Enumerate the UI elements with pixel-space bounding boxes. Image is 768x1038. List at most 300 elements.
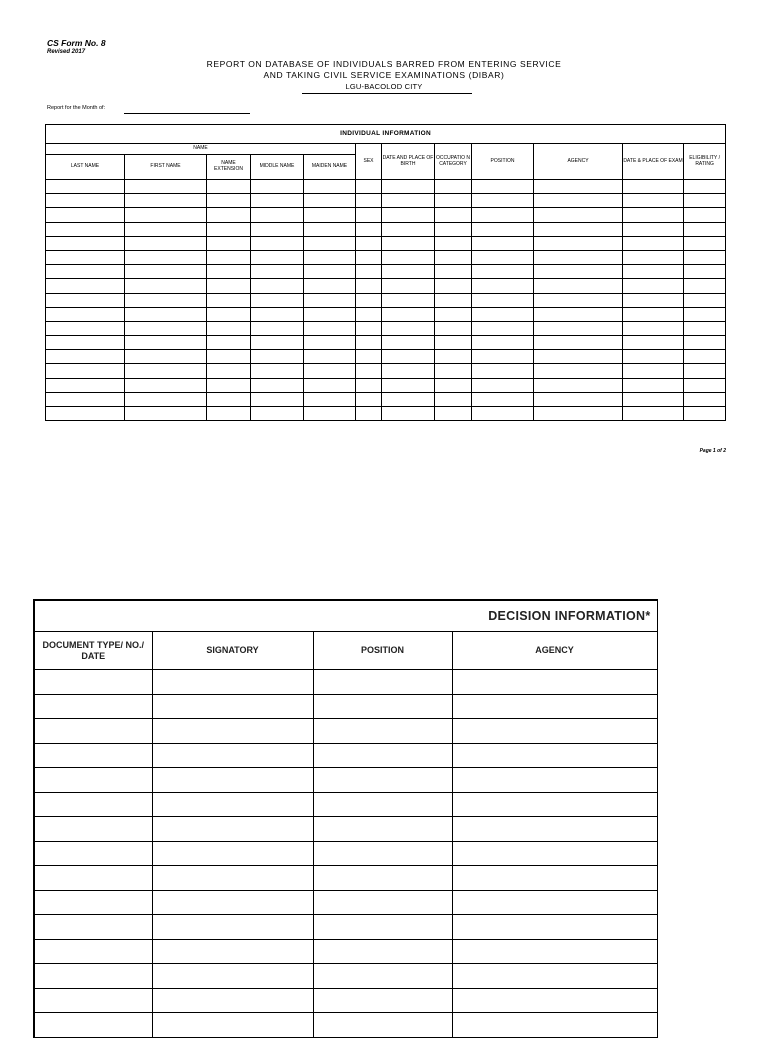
entry-cell[interactable] — [34, 1013, 152, 1038]
entry-cell[interactable] — [452, 939, 657, 964]
entry-cell[interactable] — [46, 392, 125, 406]
entry-cell[interactable] — [534, 364, 623, 378]
entry-cell[interactable] — [125, 350, 207, 364]
entry-cell[interactable] — [46, 222, 125, 236]
entry-cell[interactable] — [207, 180, 251, 194]
entry-cell[interactable] — [435, 250, 472, 264]
entry-cell[interactable] — [34, 915, 152, 940]
entry-cell[interactable] — [304, 336, 356, 350]
entry-cell[interactable] — [472, 307, 534, 321]
entry-cell[interactable] — [534, 307, 623, 321]
entry-cell[interactable] — [251, 236, 304, 250]
entry-cell[interactable] — [382, 307, 435, 321]
entry-cell[interactable] — [152, 719, 313, 744]
individual-information-table — [45, 124, 726, 421]
entry-cell[interactable] — [684, 222, 726, 236]
entry-cell[interactable] — [534, 222, 623, 236]
entry-cell[interactable] — [472, 378, 534, 392]
entry-cell[interactable] — [382, 279, 435, 293]
entry-cell[interactable] — [684, 293, 726, 307]
entry-cell[interactable] — [623, 364, 684, 378]
entry-cell[interactable] — [382, 180, 435, 194]
entry-cell[interactable] — [313, 743, 452, 768]
table-row — [46, 265, 726, 279]
entry-cell[interactable] — [534, 293, 623, 307]
entry-cell[interactable] — [46, 350, 125, 364]
entry-cell[interactable] — [125, 321, 207, 335]
entry-cell[interactable] — [382, 222, 435, 236]
entry-cell[interactable] — [313, 915, 452, 940]
entry-cell[interactable] — [34, 988, 152, 1013]
table-row — [34, 743, 657, 768]
table-row — [46, 250, 726, 264]
entry-cell[interactable] — [534, 392, 623, 406]
col-agency: AGENCY — [534, 144, 623, 180]
col-decision-agency: AGENCY — [452, 632, 657, 670]
entry-cell[interactable] — [435, 336, 472, 350]
col-maiden-name: MAIDEN NAME — [304, 155, 356, 180]
entry-cell[interactable] — [382, 364, 435, 378]
entry-cell[interactable] — [304, 279, 356, 293]
entry-cell[interactable] — [251, 250, 304, 264]
entry-cell[interactable] — [623, 279, 684, 293]
entry-cell[interactable] — [251, 279, 304, 293]
entry-cell[interactable] — [684, 407, 726, 421]
entry-cell[interactable] — [304, 307, 356, 321]
entry-cell[interactable] — [623, 180, 684, 194]
entry-cell[interactable] — [125, 236, 207, 250]
entry-cell[interactable] — [623, 250, 684, 264]
entry-cell[interactable] — [356, 279, 382, 293]
entry-cell[interactable] — [152, 841, 313, 866]
entry-cell[interactable] — [472, 321, 534, 335]
entry-cell[interactable] — [472, 350, 534, 364]
entry-cell[interactable] — [356, 307, 382, 321]
decision-information-table — [33, 599, 658, 1038]
entry-cell[interactable] — [623, 392, 684, 406]
entry-cell[interactable] — [304, 293, 356, 307]
entry-cell[interactable] — [435, 265, 472, 279]
entry-cell[interactable] — [207, 378, 251, 392]
entry-cell[interactable] — [382, 250, 435, 264]
entry-cell[interactable] — [152, 817, 313, 842]
entry-cell[interactable] — [435, 279, 472, 293]
entry-cell[interactable] — [452, 768, 657, 793]
table-row — [34, 841, 657, 866]
entry-cell[interactable] — [472, 392, 534, 406]
entry-cell[interactable] — [472, 236, 534, 250]
entry-cell[interactable] — [46, 279, 125, 293]
entry-cell[interactable] — [534, 265, 623, 279]
entry-cell[interactable] — [684, 236, 726, 250]
entry-cell[interactable] — [46, 265, 125, 279]
entry-cell[interactable] — [125, 307, 207, 321]
individual-information-heading: INDIVIDUAL INFORMATION — [46, 125, 726, 144]
entry-cell[interactable] — [207, 407, 251, 421]
entry-cell[interactable] — [356, 321, 382, 335]
entry-cell[interactable] — [46, 293, 125, 307]
table-row — [46, 336, 726, 350]
table-row — [46, 307, 726, 321]
entry-cell[interactable] — [534, 407, 623, 421]
entry-cell[interactable] — [34, 792, 152, 817]
entry-cell[interactable] — [382, 194, 435, 208]
entry-cell[interactable] — [534, 208, 623, 222]
entry-cell[interactable] — [534, 250, 623, 264]
entry-cell[interactable] — [251, 265, 304, 279]
entry-cell[interactable] — [304, 392, 356, 406]
entry-cell[interactable] — [452, 890, 657, 915]
table-row — [46, 180, 726, 194]
entry-cell[interactable] — [251, 208, 304, 222]
entry-cell[interactable] — [382, 407, 435, 421]
table-row — [46, 350, 726, 364]
entry-cell[interactable] — [382, 321, 435, 335]
entry-cell[interactable] — [304, 265, 356, 279]
entry-cell[interactable] — [684, 194, 726, 208]
col-sex: SEX — [356, 144, 382, 180]
entry-cell[interactable] — [623, 208, 684, 222]
entry-cell[interactable] — [356, 336, 382, 350]
entry-cell[interactable] — [304, 321, 356, 335]
table-row — [46, 378, 726, 392]
col-first-name: FIRST NAME — [125, 155, 207, 180]
revision-note: Revised 2017 — [47, 49, 86, 55]
entry-cell[interactable] — [46, 336, 125, 350]
entry-cell[interactable] — [207, 350, 251, 364]
entry-cell[interactable] — [534, 321, 623, 335]
entry-cell[interactable] — [152, 939, 313, 964]
entry-cell[interactable] — [207, 222, 251, 236]
entry-cell[interactable] — [251, 194, 304, 208]
entry-cell[interactable] — [684, 265, 726, 279]
entry-cell[interactable] — [472, 222, 534, 236]
entry-cell[interactable] — [125, 293, 207, 307]
entry-cell[interactable] — [46, 307, 125, 321]
entry-cell[interactable] — [452, 915, 657, 940]
entry-cell[interactable] — [125, 208, 207, 222]
entry-cell[interactable] — [34, 939, 152, 964]
entry-cell[interactable] — [251, 307, 304, 321]
entry-cell[interactable] — [125, 250, 207, 264]
entry-cell[interactable] — [304, 350, 356, 364]
entry-cell[interactable] — [356, 265, 382, 279]
entry-cell[interactable] — [46, 378, 125, 392]
entry-cell[interactable] — [46, 194, 125, 208]
entry-cell[interactable] — [251, 378, 304, 392]
entry-cell[interactable] — [382, 378, 435, 392]
entry-cell[interactable] — [152, 1013, 313, 1038]
entry-cell[interactable] — [152, 792, 313, 817]
entry-cell[interactable] — [534, 336, 623, 350]
entry-cell[interactable] — [435, 222, 472, 236]
entry-cell[interactable] — [472, 208, 534, 222]
entry-cell[interactable] — [304, 250, 356, 264]
entry-cell[interactable] — [313, 694, 452, 719]
entry-cell[interactable] — [435, 293, 472, 307]
entry-cell[interactable] — [251, 407, 304, 421]
entry-cell[interactable] — [125, 364, 207, 378]
entry-cell[interactable] — [472, 293, 534, 307]
table-row — [46, 208, 726, 222]
entry-cell[interactable] — [313, 1013, 452, 1038]
entry-cell[interactable] — [472, 336, 534, 350]
entry-cell[interactable] — [435, 350, 472, 364]
entry-cell[interactable] — [534, 236, 623, 250]
report-month-field[interactable] — [124, 113, 250, 114]
entry-cell[interactable] — [623, 336, 684, 350]
entry-cell[interactable] — [46, 364, 125, 378]
entry-cell[interactable] — [684, 321, 726, 335]
entry-cell[interactable] — [382, 293, 435, 307]
entry-cell[interactable] — [152, 743, 313, 768]
entry-cell[interactable] — [684, 392, 726, 406]
entry-cell[interactable] — [34, 743, 152, 768]
entry-cell[interactable] — [125, 265, 207, 279]
entry-cell[interactable] — [46, 180, 125, 194]
entry-cell[interactable] — [684, 307, 726, 321]
entry-cell[interactable] — [313, 964, 452, 989]
entry-cell[interactable] — [356, 364, 382, 378]
entry-cell[interactable] — [46, 321, 125, 335]
entry-cell[interactable] — [684, 350, 726, 364]
entry-cell[interactable] — [534, 279, 623, 293]
entry-cell[interactable] — [34, 841, 152, 866]
entry-cell[interactable] — [251, 336, 304, 350]
entry-cell[interactable] — [435, 307, 472, 321]
entry-cell[interactable] — [313, 792, 452, 817]
entry-cell[interactable] — [382, 350, 435, 364]
entry-cell[interactable] — [534, 180, 623, 194]
entry-cell[interactable] — [313, 841, 452, 866]
entry-cell[interactable] — [34, 964, 152, 989]
entry-cell[interactable] — [125, 222, 207, 236]
table-row — [46, 279, 726, 293]
entry-cell[interactable] — [251, 392, 304, 406]
entry-cell[interactable] — [684, 364, 726, 378]
entry-cell[interactable] — [452, 817, 657, 842]
entry-cell[interactable] — [46, 208, 125, 222]
entry-cell[interactable] — [623, 236, 684, 250]
entry-cell[interactable] — [472, 364, 534, 378]
table-row — [46, 364, 726, 378]
table-row — [34, 939, 657, 964]
entry-cell[interactable] — [452, 694, 657, 719]
entry-cell[interactable] — [472, 265, 534, 279]
entry-cell[interactable] — [207, 194, 251, 208]
entry-cell[interactable] — [34, 670, 152, 695]
col-last-name: LAST NAME — [46, 155, 125, 180]
entry-cell[interactable] — [152, 964, 313, 989]
entry-cell[interactable] — [435, 364, 472, 378]
entry-cell[interactable] — [435, 236, 472, 250]
entry-cell[interactable] — [356, 407, 382, 421]
entry-cell[interactable] — [313, 817, 452, 842]
entry-cell[interactable] — [304, 180, 356, 194]
entry-cell[interactable] — [623, 222, 684, 236]
entry-cell[interactable] — [356, 194, 382, 208]
entry-cell[interactable] — [623, 293, 684, 307]
entry-cell[interactable] — [125, 407, 207, 421]
entry-cell[interactable] — [684, 336, 726, 350]
entry-cell[interactable] — [684, 180, 726, 194]
entry-cell[interactable] — [207, 336, 251, 350]
entry-cell[interactable] — [152, 890, 313, 915]
entry-cell[interactable] — [46, 407, 125, 421]
entry-cell[interactable] — [46, 250, 125, 264]
entry-cell[interactable] — [684, 208, 726, 222]
entry-cell[interactable] — [435, 392, 472, 406]
table-row — [34, 1013, 657, 1038]
entry-cell[interactable] — [125, 180, 207, 194]
entry-cell[interactable] — [472, 180, 534, 194]
entry-cell[interactable] — [382, 265, 435, 279]
entry-cell[interactable] — [152, 768, 313, 793]
table-row — [34, 670, 657, 695]
entry-cell[interactable] — [207, 307, 251, 321]
entry-cell[interactable] — [472, 250, 534, 264]
entry-cell[interactable] — [472, 194, 534, 208]
entry-cell[interactable] — [251, 222, 304, 236]
entry-cell[interactable] — [125, 194, 207, 208]
entry-cell[interactable] — [207, 364, 251, 378]
table-row — [46, 321, 726, 335]
entry-cell[interactable] — [251, 321, 304, 335]
entry-cell[interactable] — [207, 392, 251, 406]
table-row — [34, 694, 657, 719]
entry-cell[interactable] — [251, 350, 304, 364]
entry-cell[interactable] — [313, 768, 452, 793]
entry-cell[interactable] — [34, 694, 152, 719]
entry-cell[interactable] — [382, 208, 435, 222]
entry-cell[interactable] — [125, 392, 207, 406]
entry-cell[interactable] — [152, 670, 313, 695]
entry-cell[interactable] — [313, 866, 452, 891]
entry-cell[interactable] — [356, 293, 382, 307]
entry-cell[interactable] — [152, 915, 313, 940]
entry-cell[interactable] — [684, 250, 726, 264]
entry-cell[interactable] — [313, 670, 452, 695]
entry-cell[interactable] — [251, 293, 304, 307]
entry-cell[interactable] — [435, 407, 472, 421]
entry-cell[interactable] — [207, 279, 251, 293]
entry-cell[interactable] — [356, 392, 382, 406]
entry-cell[interactable] — [356, 350, 382, 364]
entry-cell[interactable] — [207, 208, 251, 222]
entry-cell[interactable] — [452, 792, 657, 817]
entry-cell[interactable] — [534, 350, 623, 364]
page-number: Page 1 of 2 — [699, 448, 726, 454]
entry-cell[interactable] — [623, 378, 684, 392]
entry-cell[interactable] — [435, 321, 472, 335]
entry-cell[interactable] — [623, 407, 684, 421]
entry-cell[interactable] — [435, 194, 472, 208]
entry-cell[interactable] — [304, 208, 356, 222]
entry-cell[interactable] — [452, 1013, 657, 1038]
entry-cell[interactable] — [435, 208, 472, 222]
entry-cell[interactable] — [207, 321, 251, 335]
entry-cell[interactable] — [472, 407, 534, 421]
entry-cell[interactable] — [313, 719, 452, 744]
entry-cell[interactable] — [313, 988, 452, 1013]
entry-cell[interactable] — [34, 719, 152, 744]
entry-cell[interactable] — [34, 817, 152, 842]
entry-cell[interactable] — [534, 194, 623, 208]
entry-cell[interactable] — [125, 279, 207, 293]
entry-cell[interactable] — [152, 694, 313, 719]
entry-cell[interactable] — [304, 236, 356, 250]
entry-cell[interactable] — [207, 236, 251, 250]
entry-cell[interactable] — [34, 866, 152, 891]
entry-cell[interactable] — [452, 841, 657, 866]
entry-cell[interactable] — [435, 378, 472, 392]
entry-cell[interactable] — [435, 180, 472, 194]
table-row — [34, 866, 657, 891]
name-group-header: NAME — [46, 144, 356, 155]
entry-cell[interactable] — [623, 194, 684, 208]
entry-cell[interactable] — [452, 988, 657, 1013]
entry-cell[interactable] — [46, 236, 125, 250]
entry-cell[interactable] — [304, 194, 356, 208]
entry-cell[interactable] — [452, 964, 657, 989]
entry-cell[interactable] — [623, 307, 684, 321]
entry-cell[interactable] — [452, 866, 657, 891]
table-row — [34, 792, 657, 817]
entry-cell[interactable] — [207, 293, 251, 307]
entry-cell[interactable] — [623, 265, 684, 279]
entry-cell[interactable] — [313, 939, 452, 964]
entry-cell[interactable] — [304, 378, 356, 392]
entry-cell[interactable] — [356, 208, 382, 222]
entry-cell[interactable] — [623, 350, 684, 364]
entry-cell[interactable] — [623, 321, 684, 335]
entry-cell[interactable] — [684, 378, 726, 392]
entry-cell[interactable] — [452, 719, 657, 744]
entry-cell[interactable] — [472, 279, 534, 293]
entry-cell[interactable] — [356, 378, 382, 392]
entry-cell[interactable] — [152, 866, 313, 891]
entry-cell[interactable] — [207, 265, 251, 279]
entry-cell[interactable] — [304, 364, 356, 378]
report-title-line-2: AND TAKING CIVIL SERVICE EXAMINATIONS (DIBAR) — [263, 70, 505, 80]
entry-cell[interactable] — [534, 378, 623, 392]
office-name: LGU-BACOLOD CITY — [345, 82, 423, 91]
entry-cell[interactable] — [356, 250, 382, 264]
entry-cell[interactable] — [313, 890, 452, 915]
entry-cell[interactable] — [452, 670, 657, 695]
entry-cell[interactable] — [304, 222, 356, 236]
entry-cell[interactable] — [34, 890, 152, 915]
form-number: CS Form No. 8 — [47, 38, 106, 48]
entry-cell[interactable] — [382, 336, 435, 350]
entry-cell[interactable] — [382, 392, 435, 406]
entry-cell[interactable] — [251, 364, 304, 378]
entry-cell[interactable] — [684, 279, 726, 293]
entry-cell[interactable] — [34, 768, 152, 793]
entry-cell[interactable] — [356, 180, 382, 194]
entry-cell[interactable] — [452, 743, 657, 768]
entry-cell[interactable] — [382, 236, 435, 250]
entry-cell[interactable] — [251, 180, 304, 194]
entry-cell[interactable] — [304, 407, 356, 421]
col-eligibility-rating: ELIGIBILITY / RATING — [684, 144, 726, 180]
entry-cell[interactable] — [125, 378, 207, 392]
entry-cell[interactable] — [152, 988, 313, 1013]
entry-cell[interactable] — [207, 250, 251, 264]
entry-cell[interactable] — [356, 222, 382, 236]
entry-cell[interactable] — [125, 336, 207, 350]
entry-cell[interactable] — [356, 236, 382, 250]
